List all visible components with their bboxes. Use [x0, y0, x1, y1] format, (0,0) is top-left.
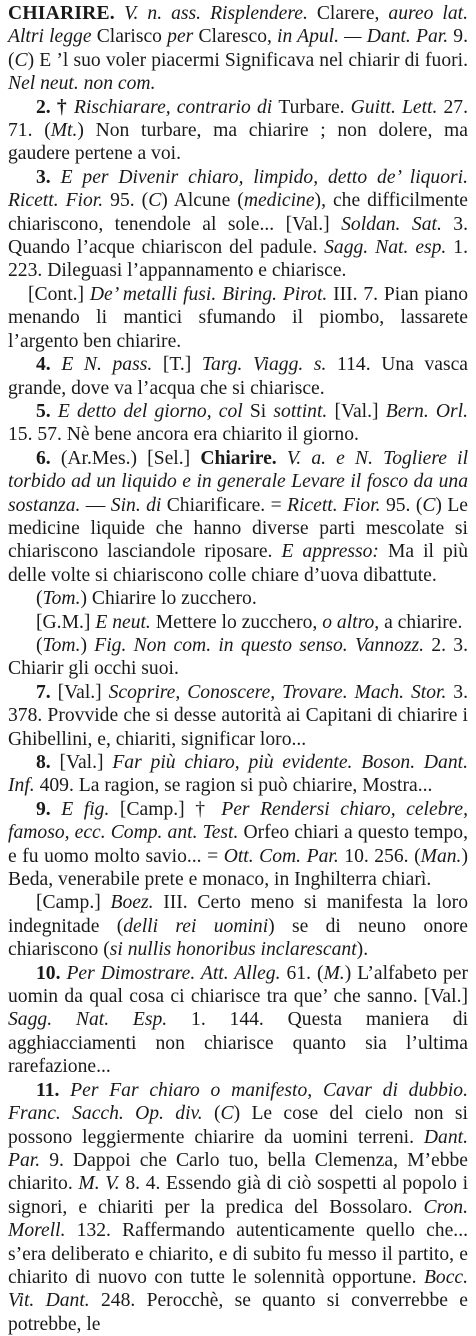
body-text: 95. ( — [110, 190, 149, 212]
body-text: ) Chiarire lo zucchero. — [80, 588, 257, 610]
body-text: 1. 144. Questa maniera di agghiacciamenti non chiarisce quanto sia l’ultima rarefazione... — [8, 1009, 469, 1078]
italic-text: Bocc. Vit. Dant. — [8, 1266, 468, 1312]
italic-text: in Apul. — Dant. Par. — [277, 26, 454, 48]
body-text: [Camp.] — [36, 892, 111, 914]
body-text: Clarisco — [96, 26, 168, 48]
italic-text: Bern. Orl. — [385, 400, 469, 422]
entry-sense-paragraph — [8, 166, 468, 283]
entry-sense-paragraph — [8, 634, 468, 681]
italic-text: Fig. Non com. in questo senso. Vannozz. — [94, 634, 432, 656]
body-text: Clarere, — [316, 3, 389, 24]
italic-text: Sagg. Nat. Esp. — [8, 1009, 192, 1031]
body-text: [Camp.] † — [119, 798, 222, 820]
italic-text: aureo lat. Altri legge — [8, 3, 468, 48]
entry-sense-paragraph — [8, 611, 468, 634]
sense-number: 8. — [36, 752, 60, 773]
italic-text: o altro, — [322, 611, 385, 633]
italic-text: medicine — [243, 190, 315, 212]
entry-sense-paragraph — [8, 353, 468, 400]
body-text: 132. Raffermando autenticamente quello che... s’era deliberato e chiarito, e di subito fu messo il partito, e chiarito di nuovo con tutte le solennità opportune. — [8, 1220, 468, 1288]
body-text: [Cont.] — [28, 283, 90, 305]
body-text: ) se di neuno onore chiariscono ( — [8, 915, 468, 961]
body-text: [G.M.] — [36, 611, 96, 633]
body-text: 15. 57. Nè bene ancora era chiarito il giorno. — [8, 424, 359, 446]
italic-text: Nel neut. non com. — [8, 73, 156, 95]
italic-text: Per Far chiaro o manifesto, Cavar di dubbio. Franc. Sacch. Op. div. — [8, 1079, 468, 1125]
sense-number: Chiarire. — [200, 447, 287, 469]
entry-sense-paragraph — [8, 400, 468, 447]
italic-text: Tom. — [42, 588, 81, 610]
entry-sense-paragraph — [8, 962, 468, 1079]
entry-sense-paragraph — [8, 283, 468, 353]
italic-text: Mt. — [50, 120, 78, 142]
body-text: ) Le medicine liquide che hanno diverse parti mescolate si chiariscono lasciandole riposare. — [8, 494, 468, 563]
sense-number: 4. — [36, 354, 62, 376]
italic-text: Scoprire, Conoscere, Trovare. Mach. Stor. — [108, 681, 454, 703]
italic-text: Far più chiaro, più evidente. Boson. Dant. Inf. — [8, 752, 468, 797]
italic-text: M. — [323, 962, 345, 984]
sense-number: 5. — [36, 400, 58, 422]
body-text: ( — [36, 634, 43, 656]
entry-sense-paragraph — [8, 447, 468, 587]
italic-text: C — [14, 49, 28, 71]
body-text: — — [85, 494, 111, 516]
body-text: 95. ( — [385, 494, 423, 516]
body-text: III. 7. Pian piano menando li mantici sfumando il piombo, lassarete l’argento ben chiarire. — [8, 283, 469, 352]
sense-number: 10. — [36, 962, 67, 984]
body-text: [Val.] — [59, 752, 113, 773]
body-text: 1. 223. Dileguasi l’appannamento e chiarisce. — [8, 237, 468, 282]
body-text: 27. 71. ( — [8, 96, 468, 142]
body-text: 3. Quando l’acque chiariscon del padule. — [8, 213, 468, 259]
italic-text: V. n. ass. Risplendere. — [124, 3, 317, 24]
body-text: 3. 378. Provvide che si desse autorità ai Capitani di chiarire i Ghibellini, e, chiariti, significar loro... — [8, 681, 468, 750]
sense-number: 7. — [36, 681, 58, 703]
italic-text: V. a. e N. Togliere il torbido ad un liquido e in generale Levare il fosco da una sostanza. — [8, 447, 469, 516]
italic-text: E neut. — [95, 611, 156, 633]
sense-number: 3. — [36, 166, 61, 188]
italic-text: E per Divenir chiaro, limpido, detto de’ liquori. Ricett. Fior. — [8, 166, 468, 212]
sense-number: 2. † — [36, 96, 74, 118]
body-text: Orfeo chiari a questo tempo, e fu uomo molto savio... = — [8, 822, 468, 867]
body-text: ), che difficilmente chiariscono, tenendole al sole... [Val.] — [8, 190, 468, 235]
body-text: III. Certo meno si manifesta la loro indegnitade ( — [8, 892, 468, 937]
body-text: a chiarire. — [384, 611, 463, 633]
italic-text: Man. — [420, 845, 462, 867]
body-text: Turbare. — [278, 96, 351, 118]
entry-headline — [8, 2, 468, 96]
body-text: ) Non turbare, ma chiarire ; non dolere, ma gaudere pertene a voi. — [8, 120, 468, 165]
body-text: ( — [213, 1103, 221, 1125]
italic-text: C — [220, 1103, 234, 1125]
body-text: ) Beda, venerabile prete e monaco, in Inghilterra chiarì. — [8, 845, 468, 891]
body-text: Ma il più delle volte si chiariscono colle chiare d’uova dibattute. — [8, 541, 468, 586]
italic-text: Dant. Par. — [8, 1126, 468, 1171]
body-text: [T.] — [162, 354, 202, 376]
body-text: 248. Perocchè, se quanto si converrebbe e potrebbe, le — [8, 1290, 468, 1335]
entry-sense-paragraph — [8, 798, 468, 892]
italic-text: M. V. — [78, 1173, 126, 1195]
body-text: 9. ( — [8, 26, 468, 71]
italic-text: Cron. Morell. — [8, 1196, 468, 1242]
body-text: 8. 4. Essendo già di ciò sospetti al popolo i signori, e chiariti per la predica del Bossolaro. — [8, 1173, 469, 1218]
italic-text: Sagg. Nat. esp. — [324, 237, 454, 259]
sense-number: 11. — [36, 1079, 71, 1101]
italic-text: C — [422, 494, 436, 516]
italic-text: E fig. — [61, 798, 120, 820]
italic-text: E appresso: — [281, 541, 388, 563]
italic-text: Soldan. Sat. — [341, 213, 454, 235]
headword: CHIARIRE. — [8, 3, 125, 24]
italic-text: Guitt. Lett. — [350, 96, 444, 118]
body-text: 10. 256. ( — [344, 845, 421, 867]
body-text: 409. La ragion, se ragion si può chiarire, Mostra... — [39, 775, 433, 797]
body-text: [Val.] — [334, 400, 386, 422]
body-text: ) E ’l suo voler piacermi Significava nel chiarir di fuori. — [27, 49, 468, 71]
entry-sense-paragraph — [8, 681, 468, 751]
entry-sense-paragraph — [8, 1079, 468, 1336]
entry-sense-paragraph — [8, 587, 468, 610]
italic-text: per — [167, 26, 199, 48]
body-text: 9. Dappoi che Carlo tuo, bella Clemenza, M’ebbe chiarito. — [8, 1149, 469, 1195]
italic-text: delli rei uomini — [123, 915, 269, 937]
body-text: [Val.] — [57, 681, 109, 703]
entry-sense-paragraph — [8, 751, 468, 798]
body-text: ) Alcune ( — [161, 190, 244, 212]
body-text: Si — [249, 400, 274, 422]
italic-text: C — [148, 190, 162, 212]
italic-text: Rischiarare, contrario di — [73, 96, 279, 118]
sense-number: 9. — [36, 798, 62, 820]
entry-sense-paragraph — [8, 891, 468, 961]
body-text: (Ar.Mes.) [Sel.] — [60, 447, 201, 469]
italic-text: E N. pass. — [61, 354, 163, 376]
entry-sense-paragraph — [8, 96, 468, 166]
body-text: 114. Una vasca grande, dove va l’acqua che si chiarisce. — [8, 354, 468, 399]
body-text: ). — [356, 939, 369, 961]
body-text: ) L’alfabeto per uomin da qual cosa ci chiarisce tra que’ che sanno. [Val.] — [8, 962, 469, 1008]
italic-text: Per Rendersi chiaro, celebre, famoso, ecc. Comp. ant. Test. — [8, 798, 468, 844]
body-text: Mettere lo zucchero, — [155, 611, 323, 633]
body-text: 2. 3. Chiarir gli occhi suoi. — [8, 634, 468, 680]
body-text: 61. ( — [286, 962, 324, 984]
italic-text: sottint. — [273, 400, 335, 422]
italic-text: E detto del giorno, col — [57, 400, 250, 422]
italic-text: si nullis honoribus inclarescant — [109, 939, 357, 961]
italic-text: Ott. Com. Par. — [223, 845, 345, 867]
body-text: ( — [36, 588, 43, 610]
italic-text: Targ. Viagg. s. — [201, 354, 338, 376]
italic-text: Sin. di — [110, 494, 167, 516]
italic-text: Boez. — [110, 892, 164, 914]
body-text: Claresco, — [198, 26, 278, 48]
body-text: Chiarificare. = — [166, 494, 288, 516]
italic-text: Tom. — [42, 634, 81, 656]
italic-text: Per Dimostrare. Att. Alleg. — [66, 962, 287, 984]
body-text: ) Le cose del cielo non si possono leggiermente chiarire da uomini terreni. — [8, 1103, 468, 1148]
body-text: ) — [80, 634, 95, 656]
italic-text: Ricett. Fior. — [287, 494, 386, 516]
sense-number: 6. — [36, 447, 61, 469]
italic-text: De’ metalli fusi. Biring. Pirot. — [89, 283, 334, 305]
